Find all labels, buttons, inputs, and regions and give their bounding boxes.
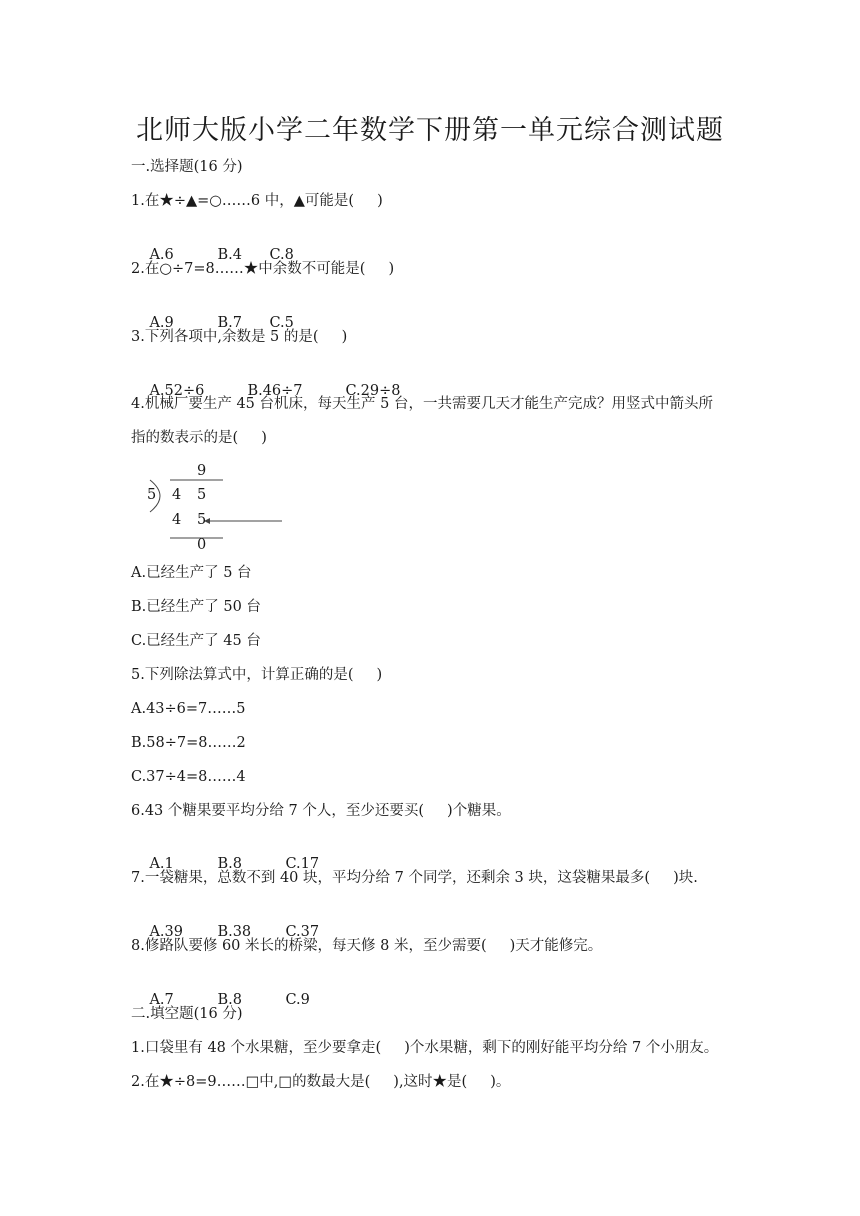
page-title: 北师大版小学二年数学下册第一单元综合测试题 [136,115,724,146]
fill-question-1: 1.口袋里有 48 个水果糖，至少要拿走( )个水果糖，剩下的刚好能平均分给 7 个小朋友。 [131,1040,719,1056]
option-c: C.29÷8 [345,383,401,399]
section-choice-heading: 一.选择题(16 分) [131,159,243,175]
question-8: 8.修路队要修 60 米长的桥梁，每天修 8 米，至少需要( )天才能修完。 [131,938,603,954]
question-6: 6.43 个糖果要平均分给 7 个人，至少还要买( )个糖果。 [131,803,511,819]
division-dividend-tens: 4 [172,487,182,503]
option-a: A.7 [149,992,174,1008]
option-a: A.6 [149,247,174,263]
division-remainder: 0 [197,537,207,553]
option-c: C.17 [285,856,320,872]
option-b: B.46÷7 [247,383,303,399]
question-3: 3.下列各项中,余数是 5 的是( ) [131,329,348,345]
division-product-tens: 4 [172,512,182,528]
question-5-option-b: B.58÷7=8……2 [131,735,246,751]
option-b: B.8 [217,856,242,872]
question-5-option-a: A.43÷6=7……5 [131,701,246,717]
question-4-option-b: B.已经生产了 50 台 [131,599,261,615]
division-lines [140,458,290,558]
option-a: A.9 [149,315,174,331]
question-4-line-1: 4.机械厂要生产 45 台机床，每天生产 5 台，一共需要几天才能生产完成？用竖式中箭头所 [131,396,713,412]
option-c: C.9 [285,992,310,1008]
fill-question-2: 2.在★÷8=9……□中,□的数最大是( ),这时★是( )。 [131,1074,511,1090]
question-2: 2.在○÷7=8……★中余数不可能是( ) [131,261,395,277]
option-a: A.52÷6 [149,383,205,399]
option-b: B.38 [217,924,252,940]
long-division-figure [140,458,290,558]
question-5: 5.下列除法算式中，计算正确的是( ) [131,667,383,683]
option-a: A.1 [149,856,174,872]
option-b: B.7 [217,315,242,331]
division-product-ones: 5 [197,512,207,528]
question-4-option-a: A.已经生产了 5 台 [131,565,252,581]
question-5-option-c: C.37÷4=8……4 [131,769,246,785]
option-c: C.37 [285,924,320,940]
division-quotient: 9 [197,463,207,479]
option-a: A.39 [149,924,183,940]
question-4-option-c: C.已经生产了 45 台 [131,633,261,649]
question-4-line-2: 指的数表示的是( ) [131,430,267,446]
question-1: 1.在★÷▲=○……6 中，▲可能是( ) [131,193,383,209]
section-fill-heading: 二.填空题(16 分) [131,1006,243,1022]
question-7: 7.一袋糖果，总数不到 40 块，平均分给 7 个同学，还剩余 3 块，这袋糖果最多( )块. [131,870,698,886]
option-b: B.4 [217,247,242,263]
option-b: B.8 [217,992,242,1008]
division-dividend-ones: 5 [197,487,207,503]
division-divisor: 5 [147,487,157,503]
option-c: C.8 [269,247,294,263]
option-c: C.5 [269,315,294,331]
